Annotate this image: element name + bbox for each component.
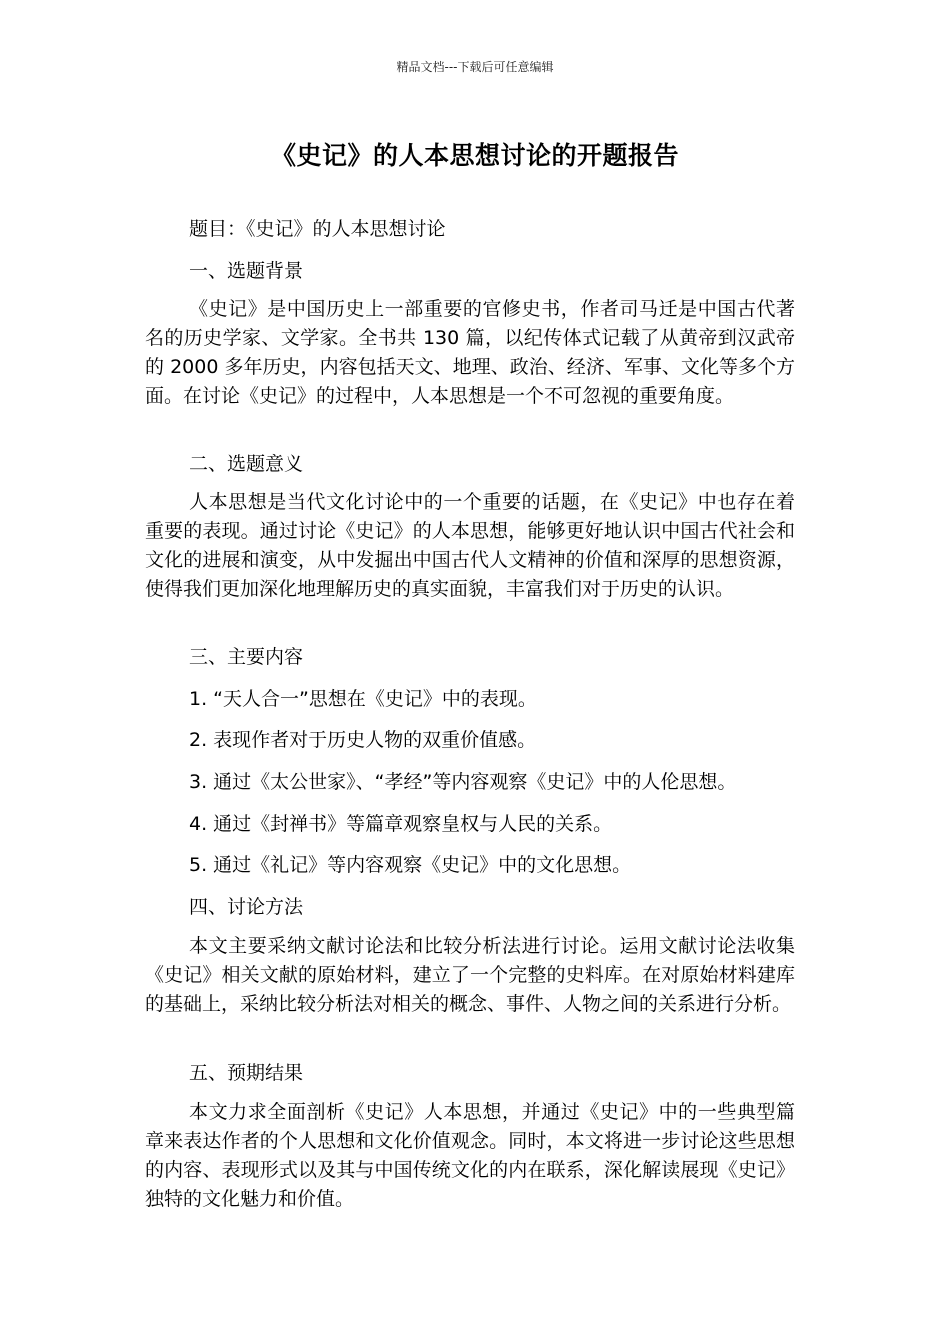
document-title: 《史记》的人本思想讨论的开题报告 xyxy=(270,141,679,170)
section-heading-results: 五、预期结果 xyxy=(189,1062,304,1084)
section-paragraph-significance: 人本思想是当代文化讨论中的一个重要的话题，在《史记》中也存在着重要的表现。通过讨论《史记》的人本思想，能够更好地认识中国古代社会和文化的进展和演变，从中发掘出中国古代人文精神的价值和深厚的思想资源，使得我们更加深化地理解历史的真实面貌，丰富我们对于历史的认识。 xyxy=(145,491,795,600)
list-item: 4. 通过《封禅书》等篇章观察皇权与人民的关系。 xyxy=(189,813,613,835)
topic-line: 题目：《史记》的人本思想讨论 xyxy=(189,218,446,240)
section-paragraph-method: 本文主要采纳文献讨论法和比较分析法进行讨论。运用文献讨论法收集《史记》相关文献的原始材料，建立了一个完整的史料库。在对原始材料建库的基础上，采纳比较分析法对相关的概念、事件、人物之间的关系进行分析。 xyxy=(145,935,795,1015)
section-heading-background: 一、选题背景 xyxy=(189,260,304,282)
list-item: 2. 表现作者对于历史人物的双重价值感。 xyxy=(189,729,537,751)
list-item: 3. 通过《太公世家》、“孝经”等内容观察《史记》中的人伦思想。 xyxy=(189,771,737,793)
section-heading-content: 三、主要内容 xyxy=(189,646,304,668)
header-note: 精品文档---下载后可任意编辑 xyxy=(396,60,554,74)
section-paragraph-results: 本文力求全面剖析《史记》人本思想，并通过《史记》中的一些典型篇章来表达作者的个人思想和文化价值观念。同时，本文将进一步讨论这些思想的内容、表现形式以及其与中国传统文化的内在联系，深化解读展现《史记》独特的文化魅力和价值。 xyxy=(145,1101,795,1210)
section-paragraph-background: 《史记》是中国历史上一部重要的官修史书，作者司马迁是中国古代著名的历史学家、文学家。全书共 130 篇，以纪传体式记载了从黄帝到汉武帝的 2000 多年历史，内容包括天文、地理、政治、经济、军事、文化等多个方面。在讨论《史记》的过程中，人本思想是一个不可忽视的重要角度。 xyxy=(145,298,795,407)
section-heading-significance: 二、选题意义 xyxy=(189,453,304,475)
list-item: 5. 通过《礼记》等内容观察《史记》中的文化思想。 xyxy=(189,854,632,876)
section-heading-method: 四、讨论方法 xyxy=(189,896,304,918)
list-item: 1. “天人合一”思想在《史记》中的表现。 xyxy=(189,688,537,710)
